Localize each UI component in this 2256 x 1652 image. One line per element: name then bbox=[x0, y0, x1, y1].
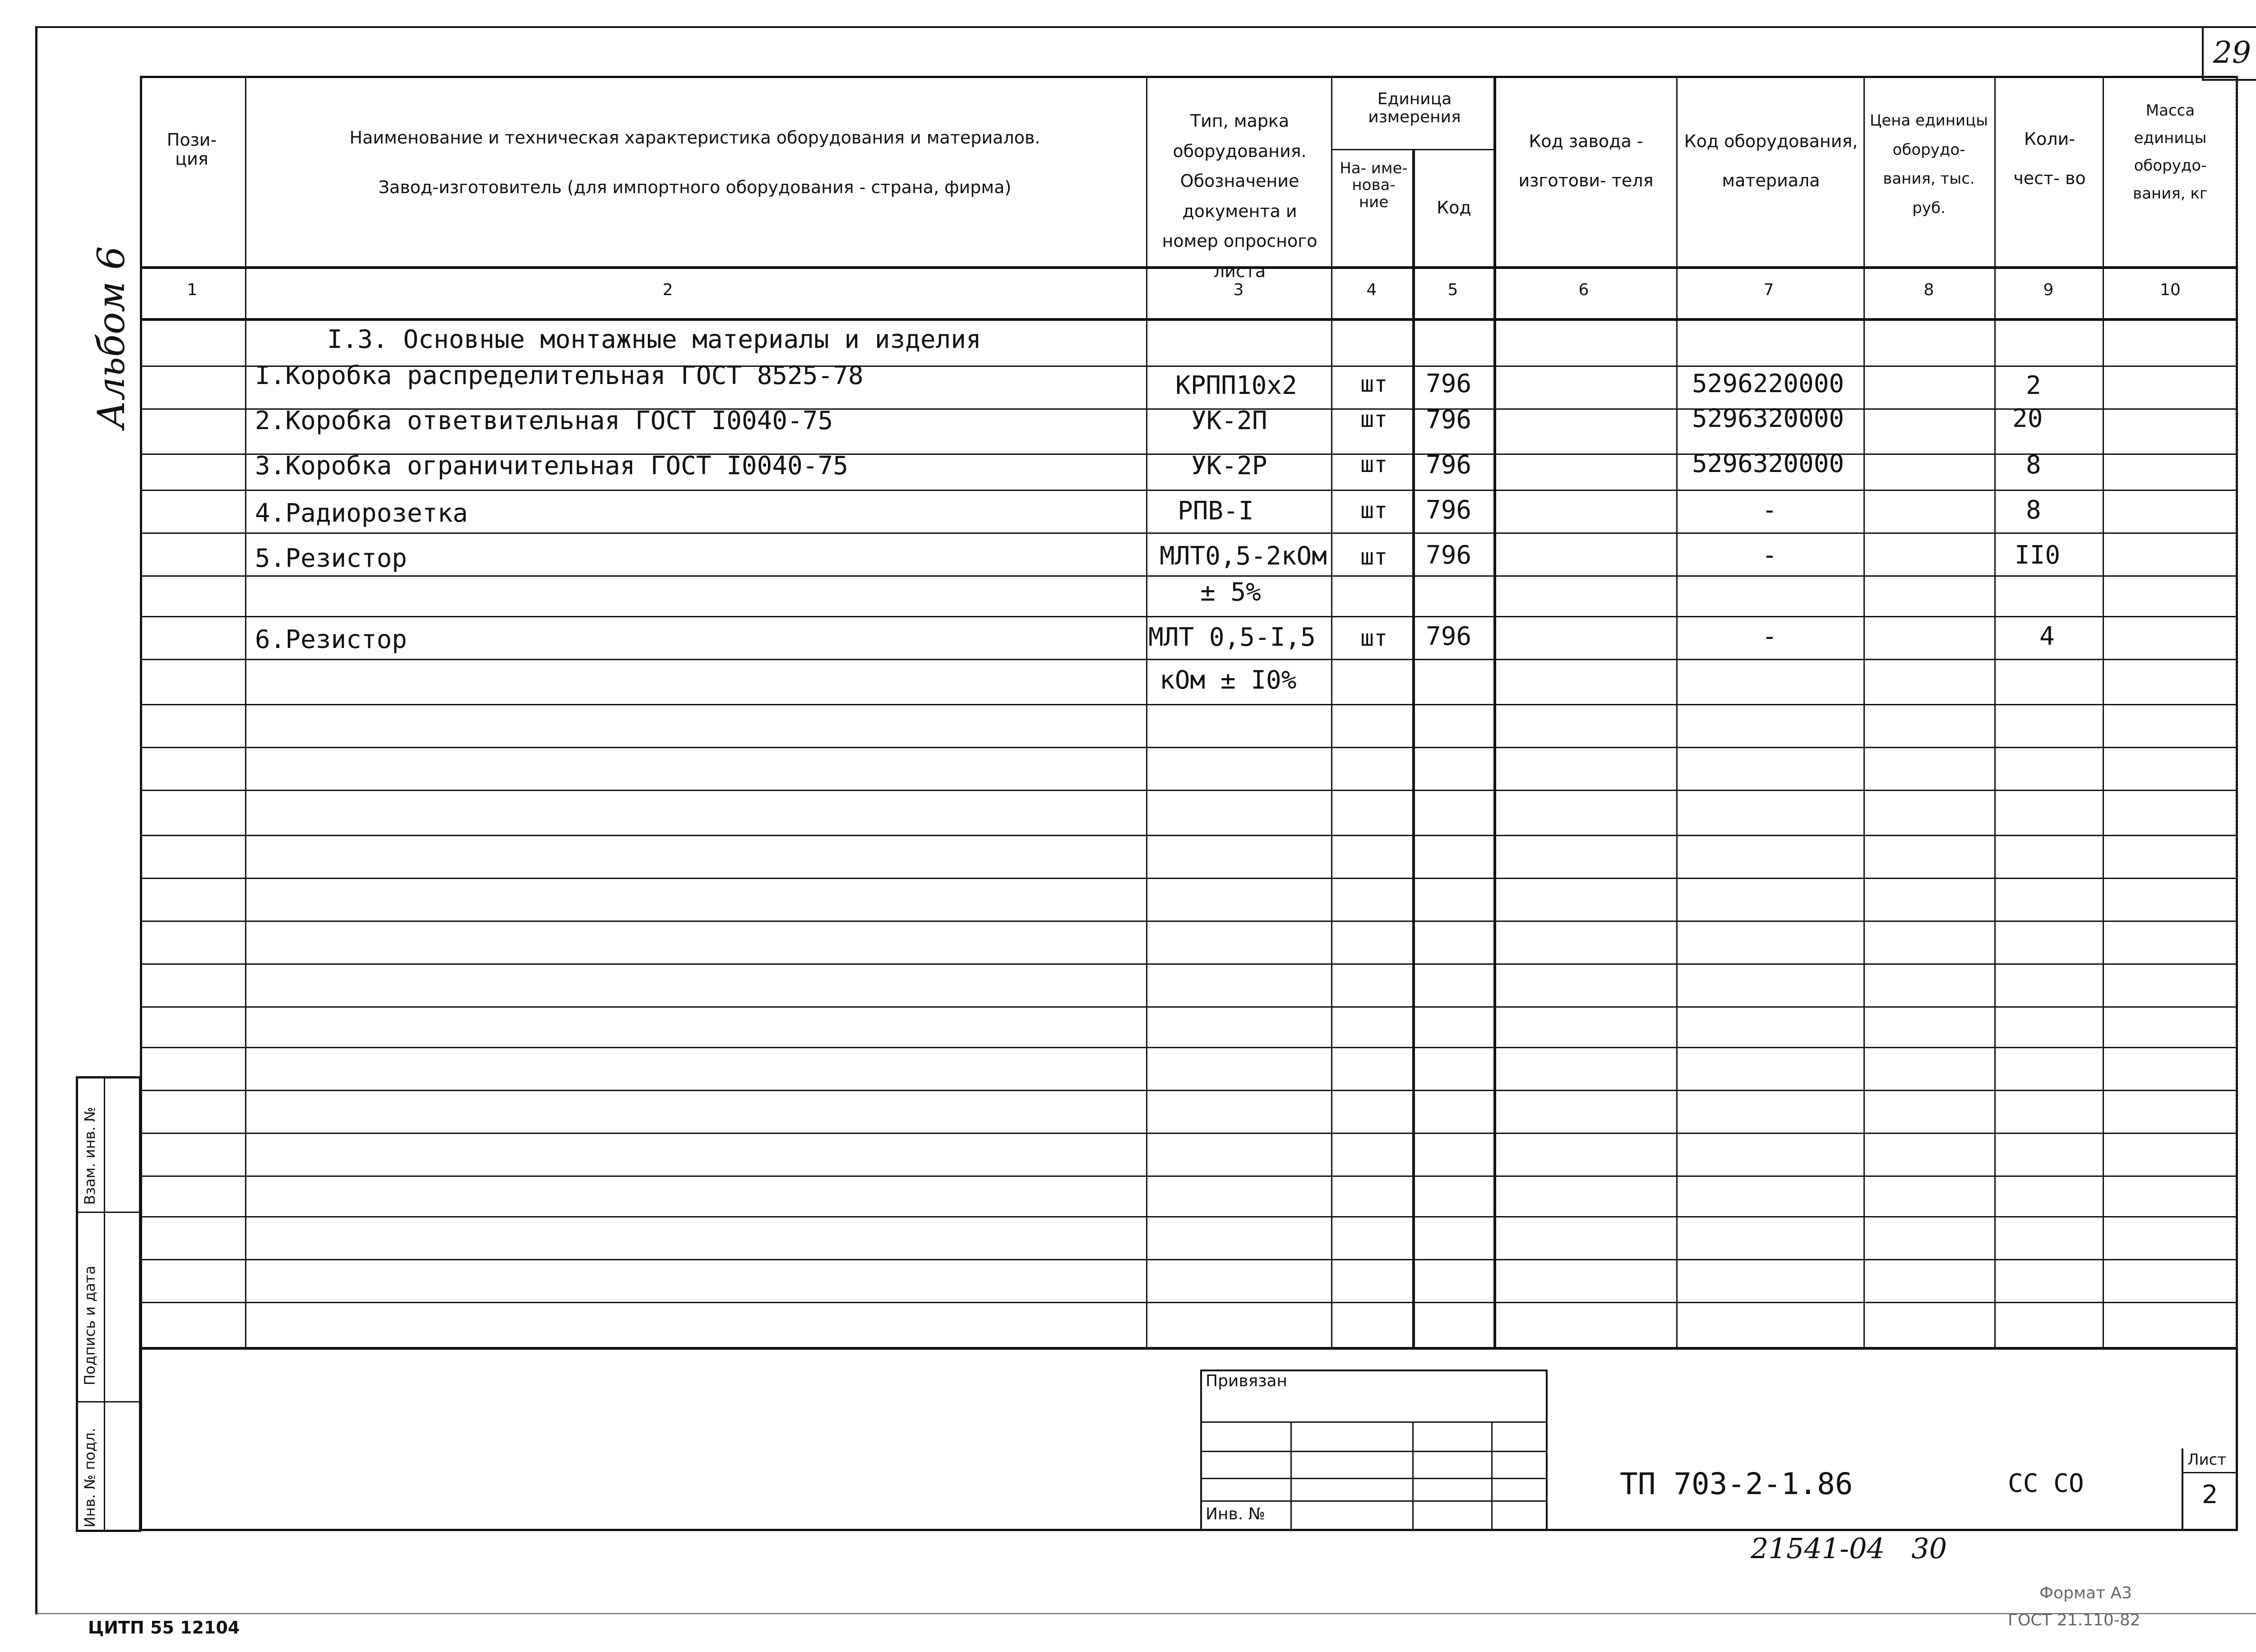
binding-privyazan: Привязан bbox=[1206, 1372, 1287, 1390]
sheet-label: Лист bbox=[2187, 1451, 2227, 1469]
section-title: I.3. Основные монтажные материалы и изделия bbox=[327, 325, 981, 354]
header-material-code: Код оборудования, материала bbox=[1684, 131, 1858, 191]
row-qty: 2 bbox=[2026, 371, 2041, 400]
header-unit-group: Единица измерения bbox=[1368, 90, 1461, 126]
row-name: 3.Коробка ограничительная ГОСТ I0040-75 bbox=[255, 451, 848, 481]
row-code: - bbox=[1762, 495, 1777, 525]
format-note-2: ГОСТ 21.110-82 bbox=[2008, 1611, 2140, 1629]
side-stamp-vzam: Взам. инв. № bbox=[81, 1106, 98, 1205]
binding-inv: Инв. № bbox=[1206, 1505, 1266, 1523]
colnum-3: 3 bbox=[1233, 281, 1244, 299]
side-stamp-inv: Инв. № подл. bbox=[81, 1428, 98, 1527]
colnum-5: 5 bbox=[1447, 281, 1458, 299]
side-stamp-podpis: Подпись и дата bbox=[81, 1265, 98, 1385]
colnum-8: 8 bbox=[1923, 281, 1934, 299]
row-name: 5.Резистор bbox=[255, 544, 407, 573]
row-code: - bbox=[1762, 541, 1777, 570]
colnum-2: 2 bbox=[662, 281, 673, 299]
colnum-6: 6 bbox=[1578, 281, 1589, 299]
row-unit: шт bbox=[1360, 406, 1388, 432]
row-type: УК-2П bbox=[1191, 406, 1267, 435]
footer-citp: ЦИТП 55 12104 bbox=[88, 1618, 240, 1638]
colnum-9: 9 bbox=[2043, 281, 2054, 299]
row-unit-code: 796 bbox=[1426, 369, 1472, 398]
colnum-7: 7 bbox=[1763, 281, 1774, 299]
row-unit: шт bbox=[1360, 371, 1388, 397]
header-type: Тип, марка оборудования. Обозначение документа и номер опросного листа bbox=[1162, 111, 1318, 281]
row-qty: II0 bbox=[2015, 541, 2061, 570]
row-type: КРПП10х2 bbox=[1175, 371, 1297, 400]
row-qty: 4 bbox=[2039, 622, 2055, 651]
row-code: 5296320000 bbox=[1692, 449, 1845, 478]
row-qty: 20 bbox=[2012, 404, 2043, 433]
row-qty: 8 bbox=[2026, 495, 2041, 525]
row-unit: шт bbox=[1360, 544, 1388, 570]
row-unit-code: 796 bbox=[1426, 541, 1472, 570]
row-type: МЛТ 0,5-I,5 bbox=[1148, 623, 1316, 652]
colnum-1: 1 bbox=[187, 281, 198, 299]
row-code: 5296220000 bbox=[1692, 369, 1845, 398]
sheet-number: 2 bbox=[2202, 1480, 2218, 1509]
header-factory-code: Код завода - изготови- теля bbox=[1518, 131, 1654, 191]
row-code: 5296320000 bbox=[1692, 404, 1845, 433]
format-note-1: Формат А3 bbox=[2039, 1584, 2132, 1602]
colnum-10: 10 bbox=[2160, 281, 2181, 299]
row-unit-code: 796 bbox=[1426, 405, 1472, 435]
handwritten-number: 21541-04 30 bbox=[1751, 1532, 1947, 1565]
page-number: 29 bbox=[2213, 35, 2251, 70]
colnum-4: 4 bbox=[1366, 281, 1377, 299]
row-unit-code: 796 bbox=[1426, 450, 1472, 480]
row-type: УК-2Р bbox=[1191, 451, 1267, 481]
header-quantity: Коли- чест- во bbox=[2013, 129, 2086, 189]
row-name: 2.Коробка ответвительная ГОСТ I0040-75 bbox=[255, 406, 833, 435]
row-unit: шт bbox=[1360, 625, 1388, 651]
header-price: Цена единицы оборудо- вания, тыс. руб. bbox=[1869, 111, 1988, 217]
header-name-line2: Завод-изготовитель (для импортного оборудования - страна, фирма) bbox=[378, 177, 1012, 197]
row-type-2: ± 5% bbox=[1200, 578, 1261, 607]
header-unit-code: Код bbox=[1437, 198, 1471, 217]
row-type: МЛТ0,5-2кОм bbox=[1160, 541, 1327, 571]
row-unit: шт bbox=[1360, 497, 1388, 523]
row-unit-code: 796 bbox=[1426, 495, 1472, 525]
row-code: - bbox=[1762, 622, 1777, 651]
row-unit: шт bbox=[1360, 451, 1388, 477]
row-name: 6.Резистор bbox=[255, 625, 407, 654]
header-name-line1: Наименование и техническая характеристика оборудования и материалов. bbox=[349, 128, 1040, 148]
header-mass: Масса единицы оборудо- вания, кг bbox=[2133, 102, 2208, 203]
document-designation: ТП 703-2-1.86 bbox=[1620, 1467, 1853, 1501]
row-unit-code: 796 bbox=[1426, 622, 1472, 651]
document-suffix: СС СО bbox=[2008, 1469, 2084, 1498]
row-name: 4.Радиорозетка bbox=[255, 499, 468, 528]
header-unit-name: На- име- нова- ние bbox=[1340, 159, 1408, 211]
row-type: РПВ-I bbox=[1178, 496, 1254, 526]
row-qty: 8 bbox=[2026, 450, 2041, 480]
album-label: Альбом 6 bbox=[90, 246, 133, 429]
row-name: I.Коробка распределительная ГОСТ 8525-78 bbox=[255, 361, 864, 390]
header-position: Пози- ция bbox=[166, 130, 217, 169]
row-type-2: кОм ± I0% bbox=[1160, 666, 1297, 695]
